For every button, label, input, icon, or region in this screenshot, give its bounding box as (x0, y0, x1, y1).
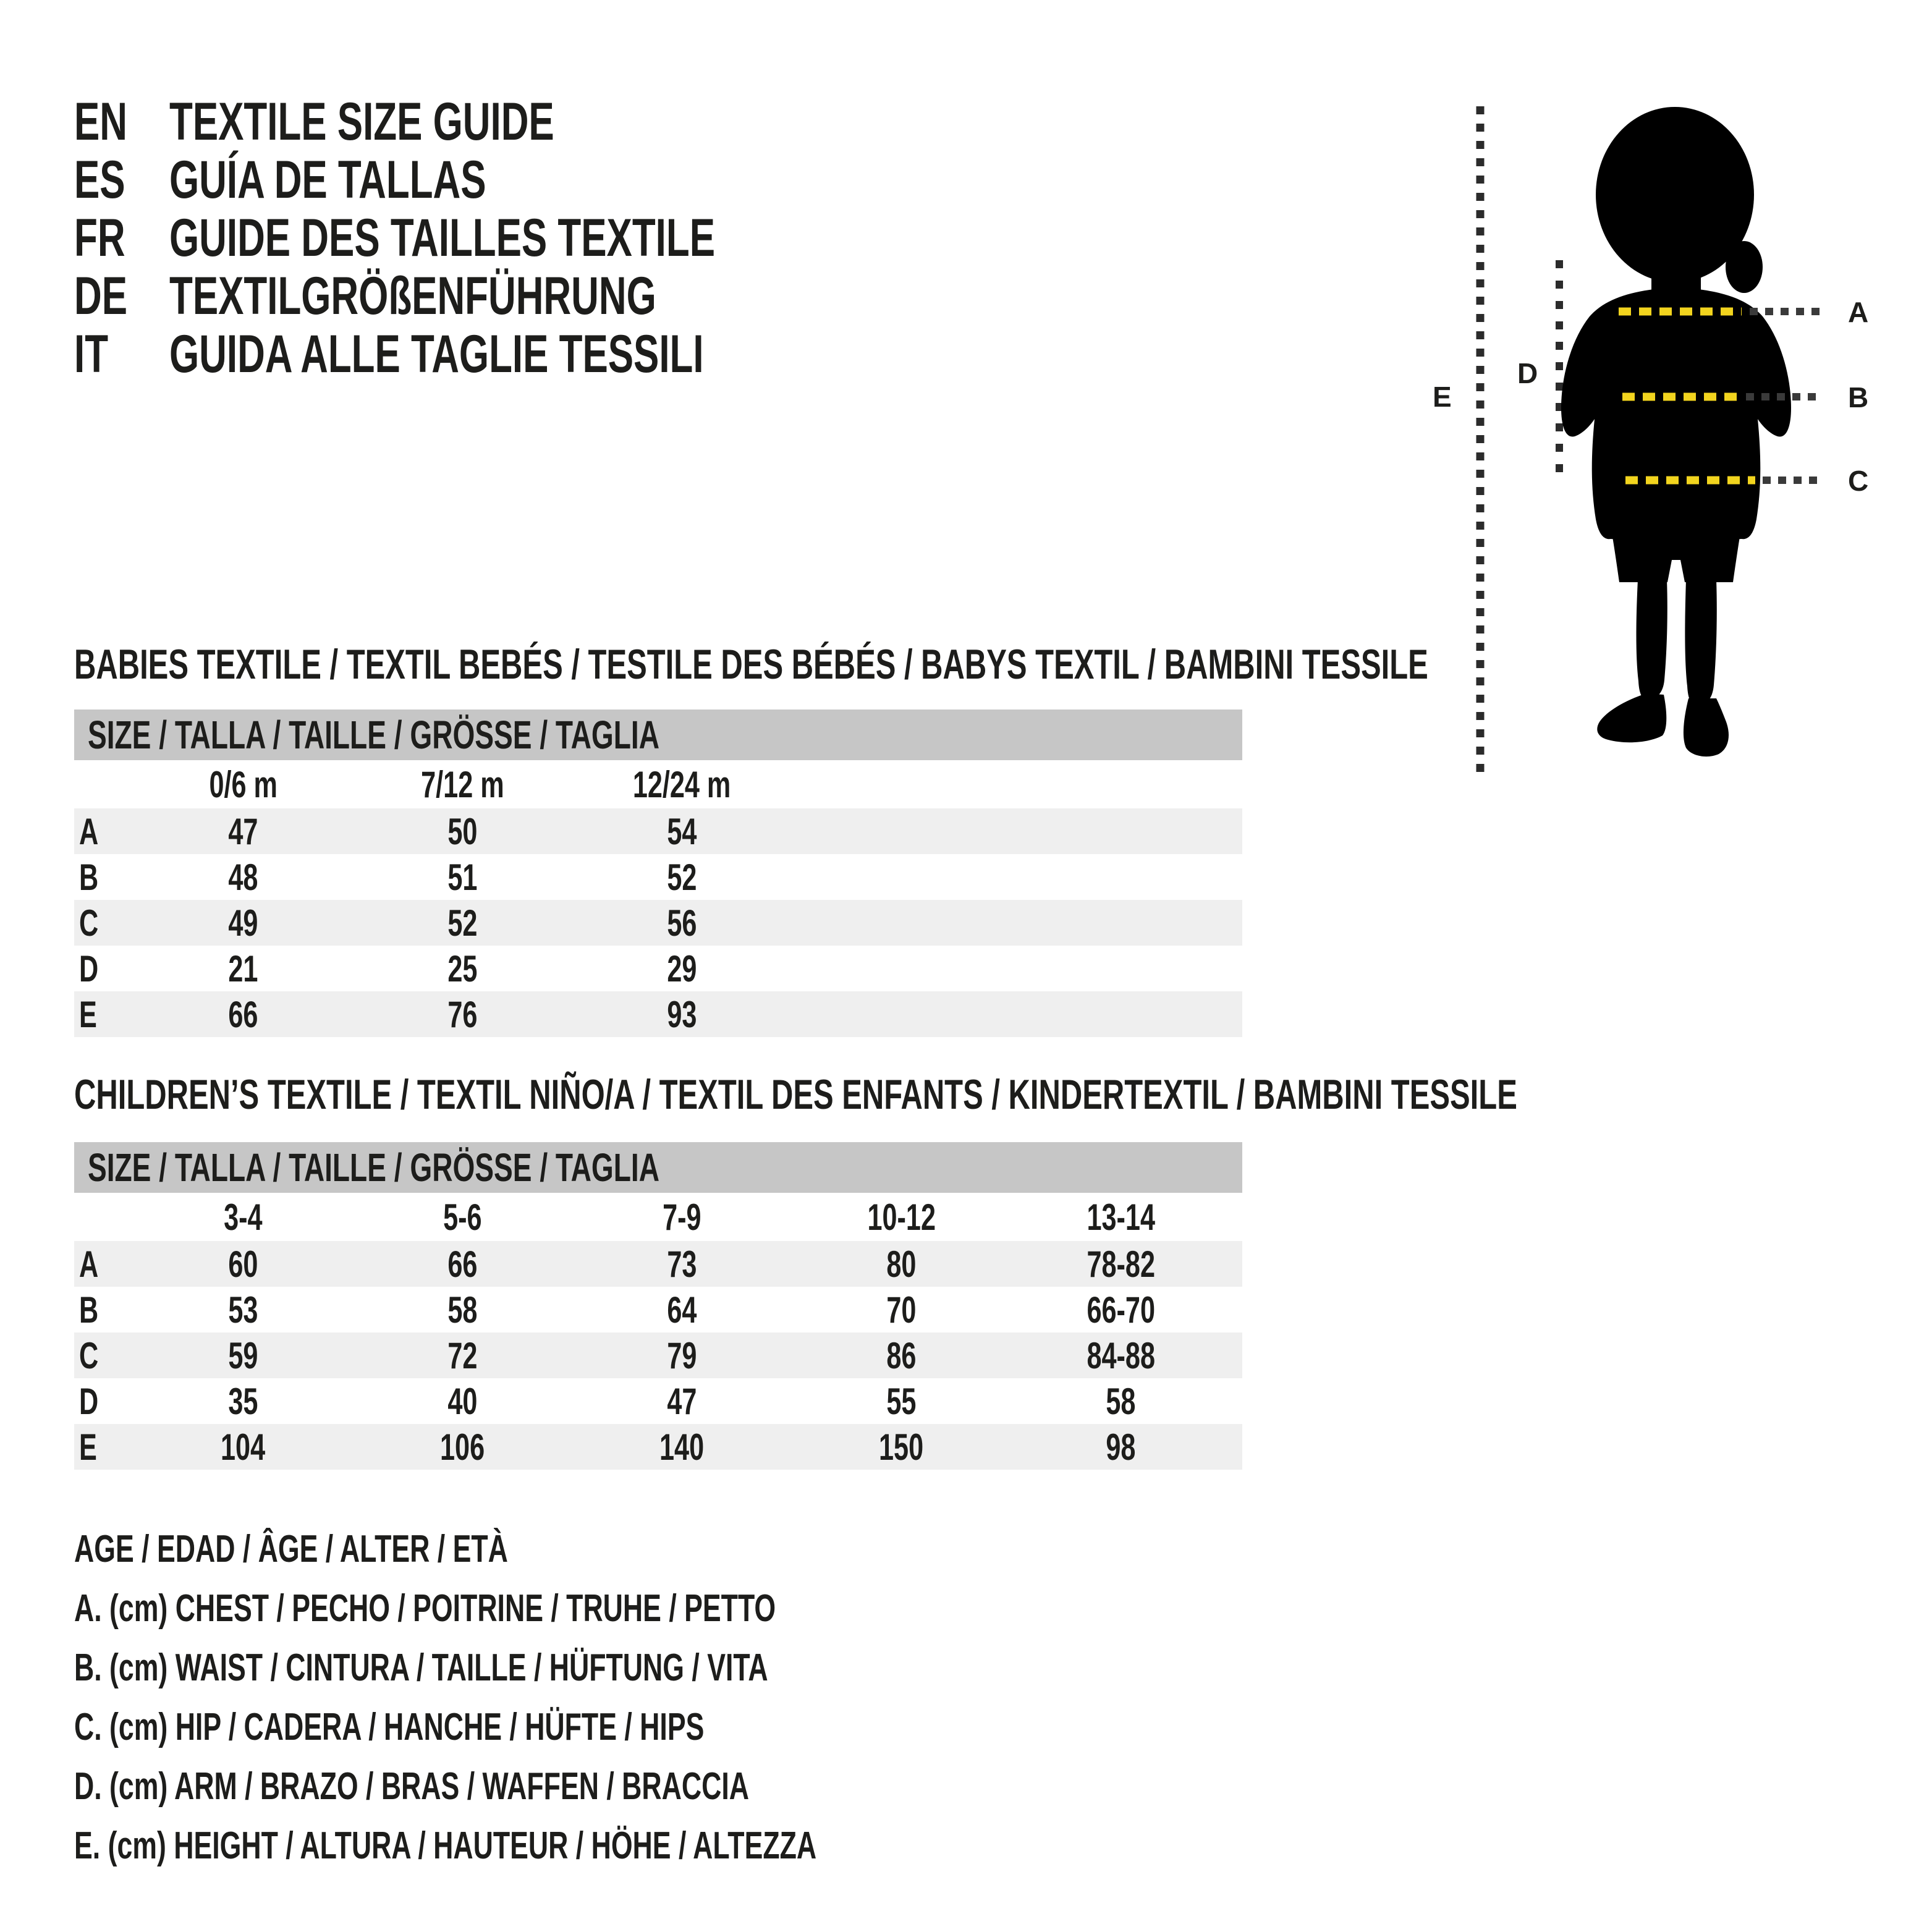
children-col-3: 10-12 (867, 1196, 936, 1238)
table-row: A 47 50 54 (74, 808, 1242, 854)
lang-title-de: TEXTILGRÖßENFÜHRUNG (169, 266, 656, 326)
legend-arm: D. (cm) ARM / BRAZO / BRAS / WAFFEN / BRACCIA (74, 1765, 750, 1808)
lang-row-fr (74, 209, 927, 267)
lang-row-es (74, 151, 927, 209)
babies-col-2: 12/24 m (633, 763, 731, 805)
children-column-headers (74, 1193, 1242, 1241)
babies-column-headers (74, 760, 1242, 808)
legend-hip: C. (cm) HIP / CADERA / HANCHE / HÜFTE / HIPS (74, 1705, 705, 1748)
language-title-list (74, 93, 927, 383)
table-row: B 53 58 64 70 66-70 (79, 1289, 1155, 1331)
lang-title-fr: GUIDE DES TAILLES TEXTILE (169, 208, 716, 268)
legend-waist: B. (cm) WAIST / CINTURA / TAILLE / HÜFTUNG / VITA (74, 1646, 768, 1689)
measurement-legend (74, 1519, 1105, 1875)
marker-label-C: C (1848, 465, 1869, 497)
lang-code-en: EN (74, 91, 128, 151)
lang-code-it: IT (74, 324, 109, 384)
children-size-bar: SIZE / TALLA / TAILLE / GRÖSSE / TAGLIA (74, 1142, 1242, 1193)
lang-code-fr: FR (74, 208, 125, 268)
lang-title-es: GUÍA DE TALLAS (169, 150, 486, 210)
lang-row-it (74, 325, 927, 383)
lang-row-de (74, 267, 927, 325)
babies-col-0: 0/6 m (209, 763, 278, 805)
table-row: D 35 40 47 55 58 (79, 1380, 1136, 1422)
measurement-figure (1421, 93, 1932, 810)
legend-height: E. (cm) HEIGHT / ALTURA / HAUTEUR / HÖHE / ALTEZZA (74, 1824, 817, 1867)
legend-age: AGE / EDAD / ÂGE / ALTER / ETÀ (74, 1527, 508, 1570)
children-section-heading: CHILDREN’S TEXTILE / TEXTIL NIÑO/A / TEXTIL DES ENFANTS / KINDERTEXTIL / BAMBINI TESSILE (74, 1071, 1517, 1118)
babies-section-heading: BABIES TEXTILE / TEXTIL BEBÉS / TESTILE DES BÉBÉS / BABYS TEXTIL / BAMBINI TESSILE (74, 641, 1428, 688)
table-row: A 60 66 73 80 78-82 (74, 1241, 1242, 1287)
lang-title-en: TEXTILE SIZE GUIDE (169, 91, 554, 151)
children-col-2: 7-9 (663, 1196, 701, 1238)
child-silhouette-diagram (1421, 93, 1932, 810)
table-row: D 21 25 29 (79, 947, 697, 989)
babies-col-1: 7/12 m (421, 763, 504, 805)
children-size-table (74, 1142, 1242, 1470)
table-row: C 59 72 79 86 84-88 (74, 1332, 1242, 1378)
babies-size-table (74, 710, 1242, 1037)
babies-size-bar: SIZE / TALLA / TAILLE / GRÖSSE / TAGLIA (74, 710, 1242, 760)
children-col-0: 3-4 (224, 1196, 263, 1238)
table-row: E 66 76 93 (74, 991, 1242, 1037)
lang-code-es: ES (74, 150, 125, 210)
children-col-1: 5-6 (443, 1196, 482, 1238)
legend-chest: A. (cm) CHEST / PECHO / POITRINE / TRUHE / PETTO (74, 1587, 776, 1630)
table-row: E 104 106 140 150 98 (74, 1424, 1242, 1470)
table-row: C 49 52 56 (74, 900, 1242, 946)
lang-row-en (74, 93, 927, 151)
lang-code-de: DE (74, 266, 128, 326)
marker-label-D: D (1517, 357, 1538, 389)
marker-label-A: A (1848, 296, 1869, 328)
marker-label-B: B (1848, 381, 1869, 413)
children-col-4: 13-14 (1087, 1196, 1155, 1238)
marker-label-E: E (1433, 381, 1452, 413)
table-row: B 48 51 52 (79, 856, 697, 898)
lang-title-it: GUIDA ALLE TAGLIE TESSILI (169, 324, 704, 384)
